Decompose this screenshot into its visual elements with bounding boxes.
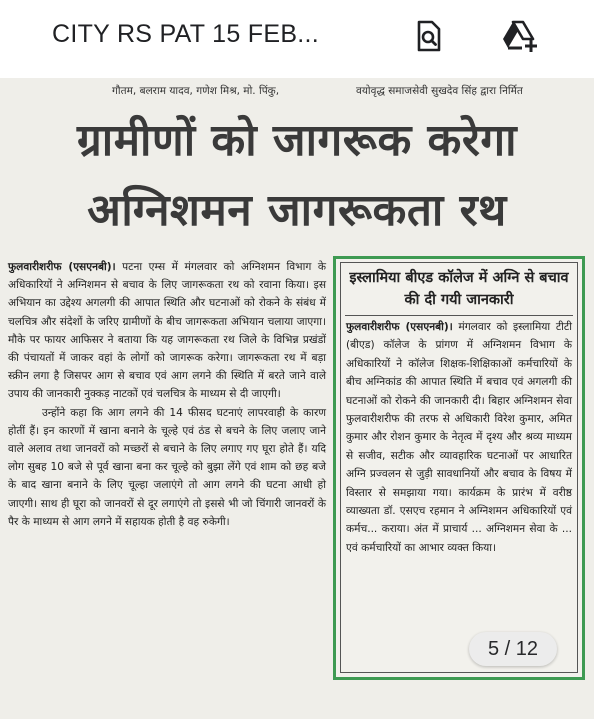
page-indicator: 5 / 12 bbox=[469, 632, 557, 666]
box-frame bbox=[340, 262, 578, 673]
add-to-drive-icon[interactable] bbox=[500, 16, 540, 56]
byline-right: वयोवृद्ध समाजसेवी सुखदेव सिंह द्वारा निर्मित bbox=[356, 85, 523, 97]
sidebar-news-box bbox=[333, 256, 585, 680]
dateline: फुलवारीशरीफ (एसएनबी)। bbox=[8, 261, 116, 273]
article-paragraph: उन्होंने कहा कि आग लगने की 14 फीसद घटनाएं लापरवाही के कारण होतीं हैं। इन कारणों में खाना बनाने के चूल्हे एवं ठंड से बचने के लिए जलाए जाने वाले अलाव तथा जानवरों को मच्छरों से बचाने के लिए लगाए गए घूरा होते हैं। यदि लोग सुबह 10 बजे से पूर्व खाना बना कर चूल्हे को बुझा लेंगे एवं शाम को छह बजे के बाद खाना बनाने के लिए चूल्हा जलाएंगे तो आग लगने की घटना आधी हो जाएगी। साथ ही घूरा को जानवरों से दूर लगाएंगे तो इससे भी जो चिंगारी जानवरों के पैर के माध्यम से आग लगने में सहायक होती है वह रुकेगी। bbox=[8, 406, 326, 528]
headline-line-2: अग्निशमन जागरूकता रथ bbox=[87, 185, 507, 236]
box-text: मंगलवार को इस्लामिया टीटी (बीएड) कॉलेज के प्रांगण में अग्निशमन विभाग के अधिकारियों ने कॉलेज शिक्षक-शिक्षिकाओं कर्मचारियों के बीच अग्निकांड की आपात स्थिति में बचाव एवं अगलगी की घटनाओं को रोकने की जानकारी दी। बिहार अग्निशमन सेवा फुलवारीशरीफ की तरफ से अधिकारी विरेश कुमार, अमित कुमार और रोशन कुमार के नेतृत्व में दृश्य और श्रव्य माध्यम से सजीव, सटीक और व्यावहारिक घटनाओं पर आधारित अग्नि प्रज्वलन से जुड़ी सावधानियों और बचाव के विषय में विस्तार से समझाया गया। कार्यक्रम के प्रारंभ में वरीष्ठ व्याख्यता डॉ. एसएच रहमान ने अग्निशमन अधिकारियों एवं कर्मच... कराया। अंत में प्राचार्य ... अग्निशमन सेवा के ... एवं कर्मचारियों का आभार व्यक्त किया। bbox=[346, 321, 572, 554]
box-dateline: फुलवारीशरीफ (एसएनबी)। bbox=[346, 321, 453, 333]
byline-left: गौतम, बलराम यादव, गणेश मिश्र, मो. पिंकु, bbox=[112, 85, 280, 97]
headline-line-1: ग्रामीणों को जागरूक करेगा bbox=[76, 115, 518, 166]
newspaper-page bbox=[0, 78, 594, 719]
article-paragraph bbox=[8, 258, 326, 404]
app-bar bbox=[0, 0, 594, 78]
document-title[interactable]: CITY RS PAT 15 FEB... bbox=[52, 20, 320, 48]
search-document-icon[interactable] bbox=[408, 16, 448, 56]
paragraph-text: पटना एम्स में मंगलवार को अग्निशमन विभाग के अधिकारियों ने अग्निशमन से बचाव के लिए जागरूकता रथ को रवाना किया। इस अभियान का उद्देश्य अगलगी की आपात स्थिति और घटनाओं को रोकने के संबंध में चलचित्र और संदेशों के जरिए ग्रामीणों के बीच जागरूकता अभियान चलाया जाएगा। मौके पर फायर आफिसर ने बताया कि यह जागरूकता रथ जिले के विभिन्न प्रखंडों की पंचायतों में जाकर वहां के लोगों को जागरूक करेगा। जागरूकता रथ में बड़ा स्क्रीन लगा है जिसपर आग से बचाव एवं आग लगने की स्थिति में बरते जाने वाले उपाय की जानकारी नुक्कड़ नाटकों एवं चलचित्र के माध्यम से दी जाएगी। bbox=[8, 261, 326, 401]
main-article-column bbox=[8, 258, 326, 531]
box-body bbox=[346, 318, 572, 557]
box-headline: इस्लामिया बीएड कॉलेज में अग्नि से बचाव की दी गयी जानकारी bbox=[345, 267, 573, 316]
